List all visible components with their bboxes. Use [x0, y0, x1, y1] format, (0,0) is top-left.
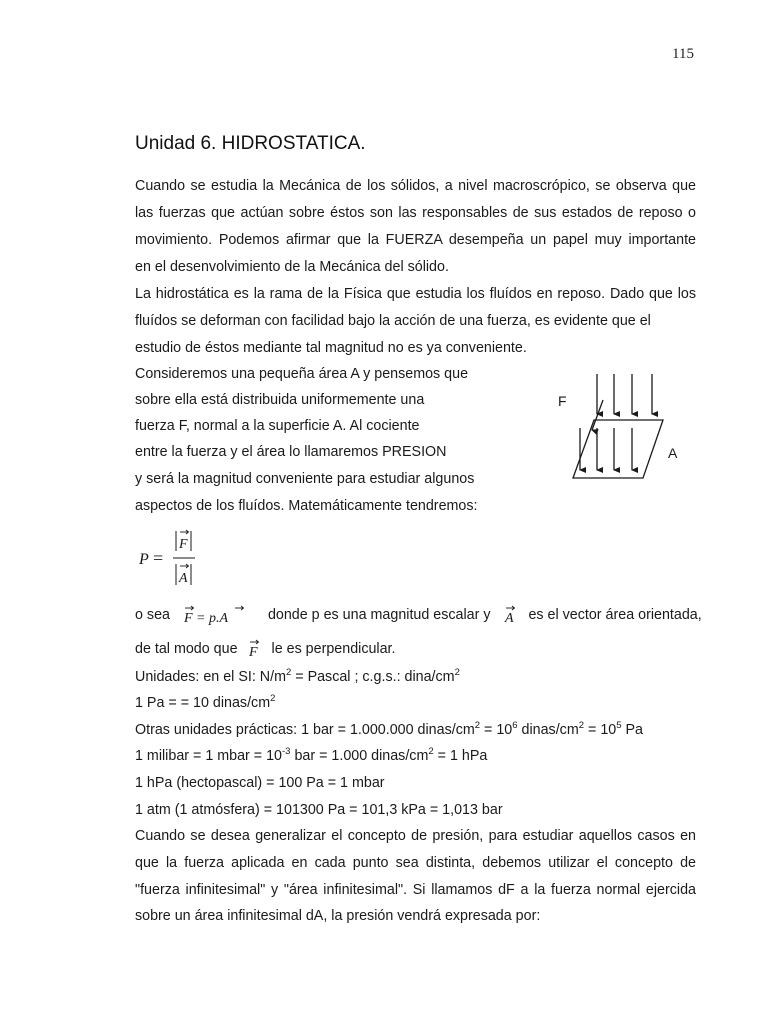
- text-segment: Otras unidades prácticas: 1 bar = 1.000.000 dinas/cm: [135, 722, 475, 738]
- perpendicular-line: [135, 638, 396, 660]
- vector-definition-line: [135, 604, 702, 626]
- superscript: -3: [282, 746, 291, 758]
- force-label: F: [558, 393, 567, 409]
- units-hpa-line: 1 hPa (hectopascal) = 100 Pa = 1 mbar: [135, 775, 385, 791]
- formula-equals: =: [153, 548, 164, 568]
- vector-f-symbol: [246, 638, 262, 660]
- text-line: sobre un área infinitesimal dA, la presión vendrá expresada por:: [135, 908, 541, 924]
- text-line: estudio de éstos mediante tal magnitud no es ya conveniente.: [135, 340, 527, 356]
- text-segment: dinas/cm: [517, 722, 579, 738]
- text-line: Consideremos una pequeña área A y pensemos que: [135, 366, 469, 382]
- text-line: La hidrostática es la rama de la Física que estudia los fluídos en reposo. Dado que los: [135, 286, 696, 302]
- text-line: Cuando se desea generalizar el concepto de presión, para estudiar aquellos casos en: [135, 828, 696, 844]
- text-line: movimiento. Podemos afirmar que la FUERZA desempeña un papel muy importante: [135, 232, 696, 248]
- text-segment: de tal modo que: [135, 640, 238, 657]
- vector-equation-text: F = p.A: [183, 611, 229, 626]
- formula-lhs: P: [139, 551, 149, 568]
- vector-a-symbol: [502, 604, 518, 626]
- superscript: 2: [578, 720, 585, 732]
- text-line: en el desenvolvimiento de la Mecánica del sólido.: [135, 259, 449, 275]
- area-label: A: [668, 445, 678, 461]
- text-line: fluídos se deforman con facilidad bajo la acción de una fuerza, es evidente que el: [135, 313, 651, 329]
- units-mbar-line: [135, 746, 487, 766]
- superscript: 6: [512, 720, 518, 732]
- superscript: 2: [270, 693, 276, 705]
- text-segment: bar = 1.000 dinas/cm: [290, 748, 429, 764]
- text-segment: = 10: [480, 722, 513, 738]
- text-segment: o sea: [135, 606, 170, 623]
- pressure-formula: [138, 524, 208, 590]
- superscript: 2: [454, 667, 460, 679]
- page-title: Unidad 6. HIDROSTATICA.: [135, 133, 366, 154]
- text-segment: = 1 hPa: [433, 748, 488, 764]
- force-area-diagram: [553, 370, 693, 485]
- text-segment: = Pascal ; c.g.s.: dina/cm: [291, 669, 455, 685]
- text-segment: es el vector área orientada,: [528, 606, 702, 623]
- text-segment: = 10: [584, 722, 617, 738]
- text-segment: le es perpendicular.: [271, 640, 396, 657]
- vector-f-text: F: [248, 645, 258, 660]
- superscript: 5: [616, 720, 622, 732]
- text-line: las fuerzas que actúan sobre éstos son las responsables de sus estados de reposo o: [135, 205, 696, 221]
- text-line: entre la fuerza y el área lo llamaremos PRESION: [135, 444, 447, 460]
- superscript: 2: [428, 746, 434, 758]
- superscript: 2: [285, 667, 292, 679]
- text-segment: donde p es una magnitud escalar y: [267, 606, 491, 623]
- text-line: sobre ella está distribuida uniformemente una: [135, 392, 425, 408]
- text-line: "fuerza infinitesimal" y "área infinitesimal". Si llamamos dF a la fuerza normal ejercida: [135, 882, 696, 898]
- units-bar-line: [135, 720, 643, 740]
- text-line: aspectos de los fluídos. Matemáticamente tendremos:: [135, 498, 478, 514]
- vector-equation: [182, 604, 254, 626]
- formula-denominator: A: [179, 571, 188, 586]
- area-parallelogram: [573, 420, 663, 478]
- formula-numerator: F: [179, 537, 188, 552]
- vector-a-text: A: [505, 611, 515, 626]
- page-number: 115: [672, 46, 694, 62]
- text-segment: 1 milibar = 1 mbar = 10: [135, 748, 283, 764]
- units-si-line: [135, 667, 460, 687]
- text-line: que la fuerza aplicada en cada punto sea distinta, debemos utilizar el concepto de: [135, 855, 696, 871]
- superscript: 2: [474, 720, 481, 732]
- text-segment: 1 Pa = = 10 dinas/cm: [135, 695, 271, 711]
- units-pa-line: [135, 693, 275, 713]
- text-segment: Unidades: en el SI: N/m: [135, 669, 286, 685]
- text-line: y será la magnitud conveniente para estudiar algunos: [135, 471, 475, 487]
- text-line: fuerza F, normal a la superficie A. Al cociente: [135, 418, 420, 434]
- text-segment: Pa: [621, 722, 643, 738]
- text-line: Cuando se estudia la Mecánica de los sólidos, a nivel macroscrópico, se observa que: [135, 178, 696, 194]
- units-atm-line: 1 atm (1 atmósfera) = 101300 Pa = 101,3 kPa = 1,013 bar: [135, 802, 503, 818]
